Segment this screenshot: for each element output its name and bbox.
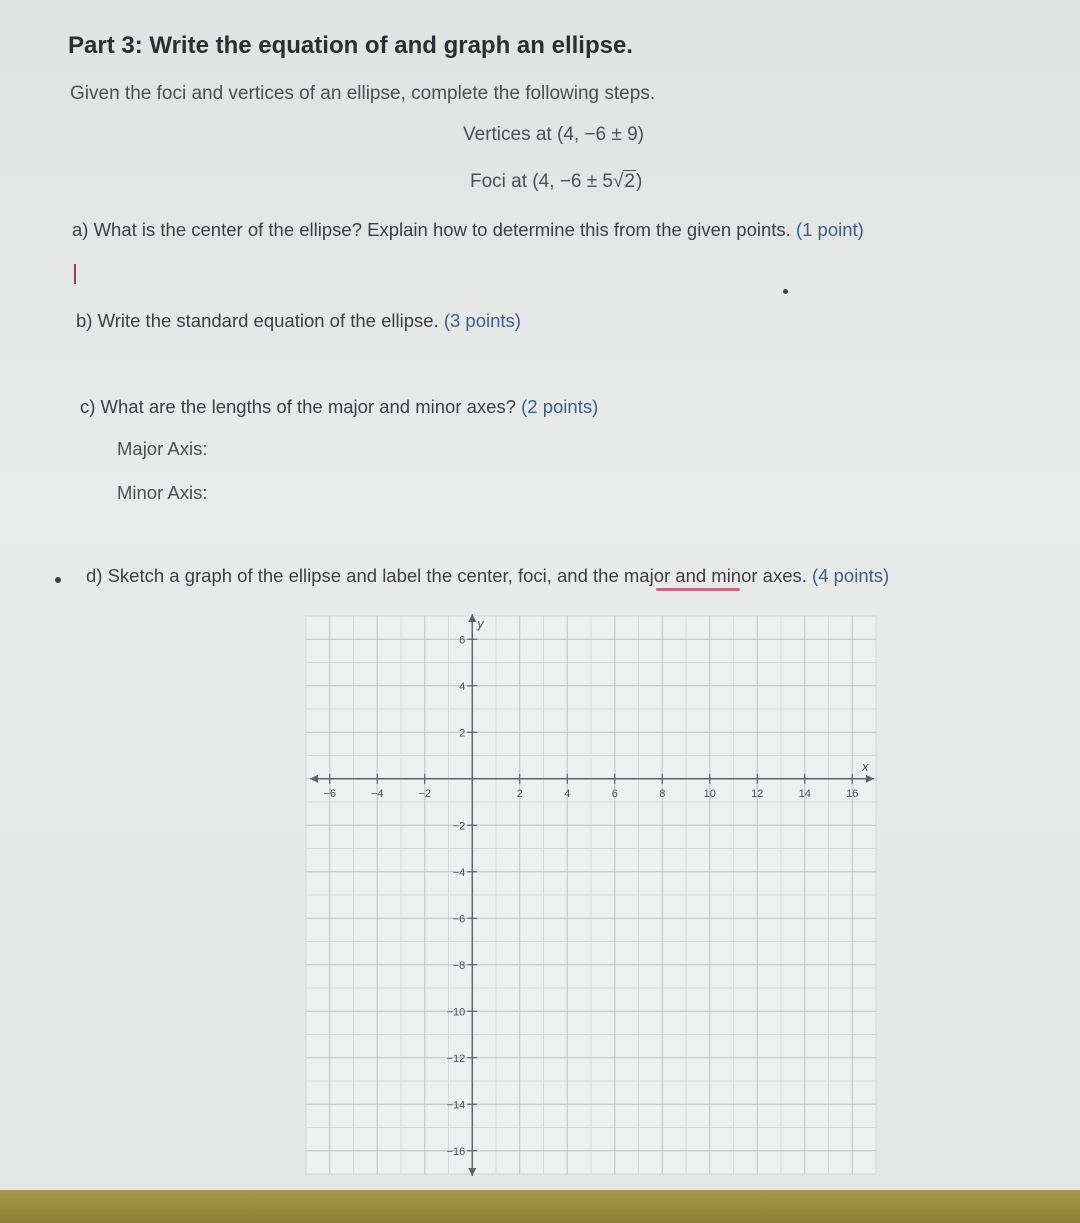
y-tick-label: −6	[452, 913, 466, 926]
question-a-text: a) What is the center of the ellipse? Explain how to determine this from the given points.	[72, 219, 791, 240]
x-tick-label: 8	[659, 787, 666, 800]
given-vertices: Vertices at (4, −6 ± 9)	[463, 124, 644, 145]
major-axis-label: Major Axis:	[117, 438, 208, 459]
grid-svg[interactable]	[300, 610, 882, 1180]
question-b-points: (3 points)	[443, 310, 521, 331]
coordinate-grid[interactable]	[300, 610, 882, 1185]
x-tick-label: 10	[703, 787, 716, 800]
stray-dot	[783, 289, 788, 294]
y-tick-label: −16	[446, 1145, 466, 1158]
question-b-text: b) Write the standard equation of the ellipse.	[76, 310, 439, 331]
screen-bottom-edge	[0, 1190, 1080, 1223]
question-d-points: (4 points)	[812, 565, 890, 586]
y-tick-label: −12	[446, 1052, 466, 1065]
y-tick-label: 2	[459, 727, 466, 740]
bullet-icon	[55, 577, 61, 583]
x-tick-label: 6	[611, 787, 618, 800]
foci-radicand: 2	[624, 171, 635, 192]
minor-axis-label: Minor Axis:	[117, 482, 208, 503]
y-tick-label: −4	[452, 866, 466, 879]
y-tick-label: 6	[459, 634, 466, 647]
question-b	[76, 310, 521, 332]
y-tick-label: −8	[452, 959, 466, 972]
x-tick-label: −2	[418, 787, 432, 800]
spellcheck-underline	[656, 588, 740, 591]
y-tick-label: −2	[452, 820, 466, 833]
y-axis-label: y	[477, 616, 484, 631]
x-tick-label: 16	[846, 787, 859, 800]
sqrt-icon: √	[612, 171, 624, 192]
x-tick-label: −6	[323, 787, 337, 800]
question-a-points: (1 point)	[795, 219, 864, 240]
question-d	[86, 565, 889, 587]
page-title: Part 3: Write the equation of and graph an ellipse.	[68, 32, 633, 59]
x-tick-label: 12	[751, 787, 764, 800]
instructions: Given the foci and vertices of an ellipse, complete the following steps.	[70, 83, 656, 104]
y-tick-label: −14	[446, 1099, 466, 1112]
question-c	[80, 396, 598, 418]
x-tick-label: 2	[516, 787, 523, 800]
question-a	[72, 219, 864, 241]
y-tick-label: −10	[446, 1006, 466, 1019]
text-cursor[interactable]	[74, 264, 76, 284]
x-tick-label: −4	[370, 787, 384, 800]
question-c-text: c) What are the lengths of the major and minor axes?	[80, 396, 516, 417]
given-foci	[470, 171, 642, 193]
x-tick-label: 4	[564, 787, 571, 800]
question-c-points: (2 points)	[521, 396, 599, 417]
foci-prefix: Foci at (4, −6 ± 5	[470, 171, 613, 192]
x-axis-label: x	[862, 758, 869, 774]
question-d-text: d) Sketch a graph of the ellipse and label the center, foci, and the major and minor axes.	[86, 565, 807, 586]
y-tick-label: 4	[459, 680, 466, 693]
x-tick-label: 14	[798, 787, 811, 800]
foci-suffix: )	[635, 171, 643, 192]
